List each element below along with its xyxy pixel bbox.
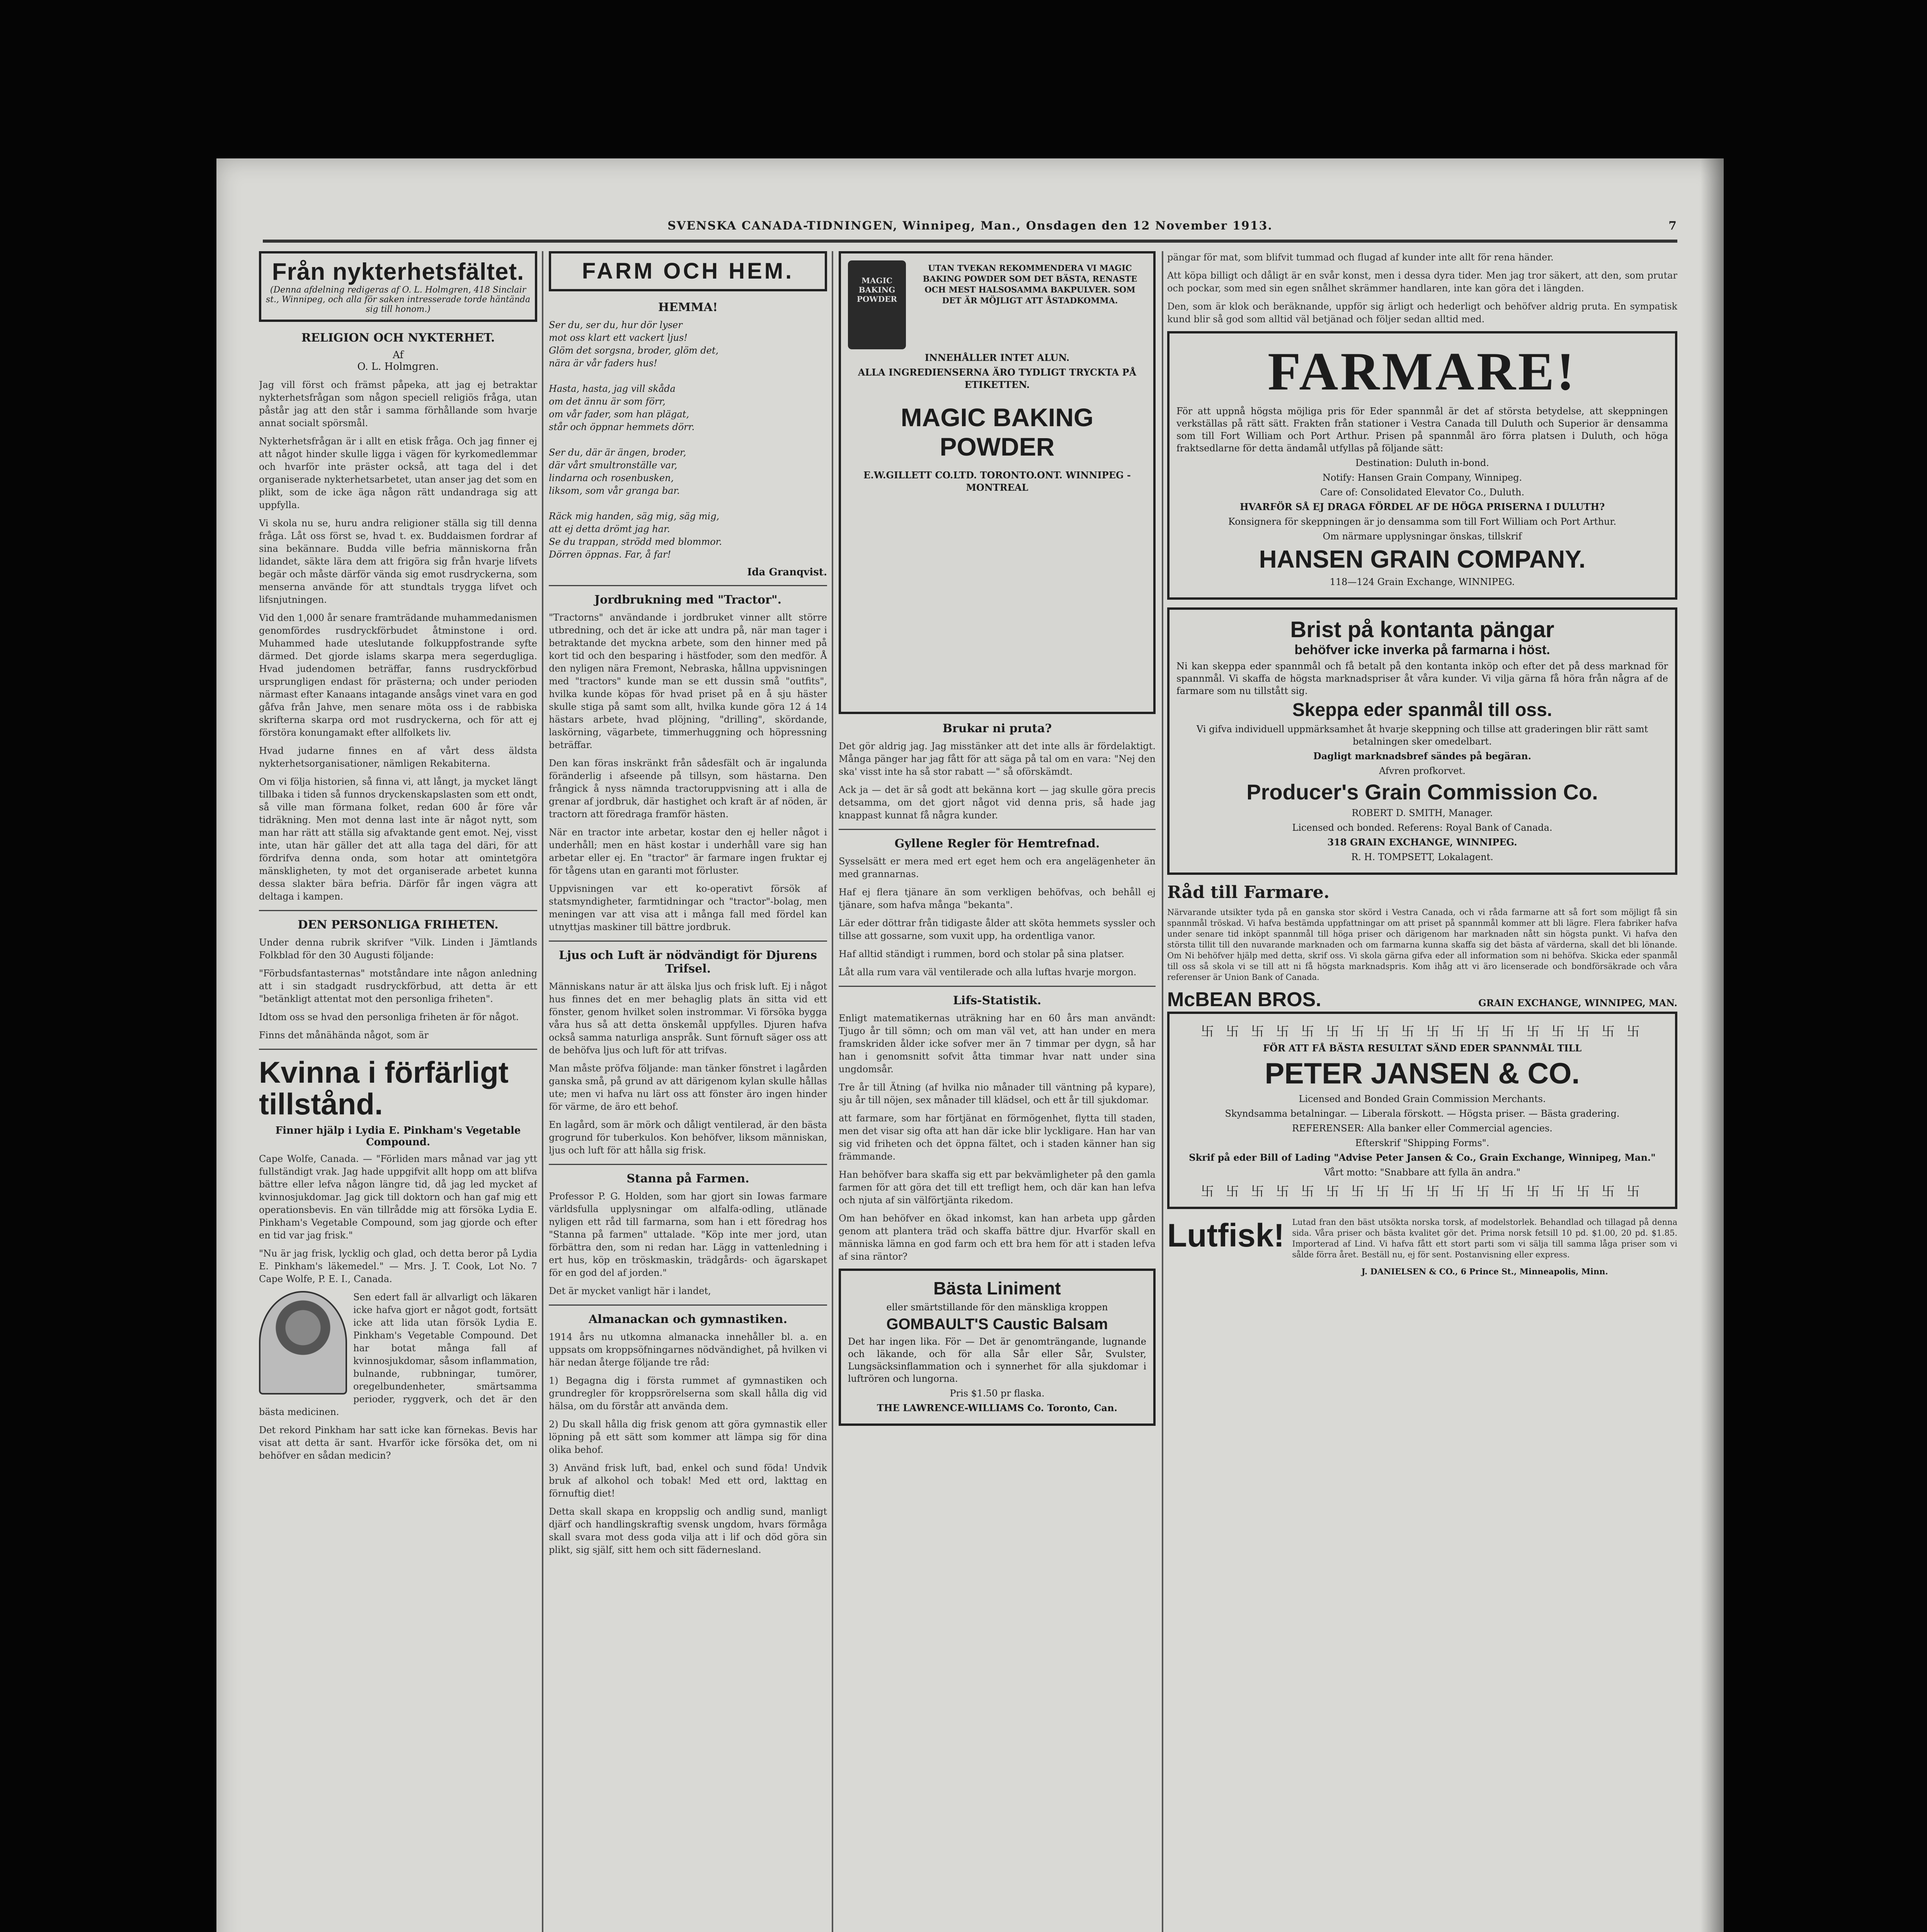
article-title: Ljus och Luft är nödvändigt för Djurens Trifsel. — [559, 948, 817, 976]
article-title: Lifs-Statistik. — [953, 994, 1042, 1007]
ornament-border: 卐 卐 卐 卐 卐 卐 卐 卐 卐 卐 卐 卐 卐 卐 卐 卐 卐 卐 — [1201, 1024, 1644, 1039]
byline-author: O. L. Holmgren. — [357, 361, 439, 373]
poem-line: om det ännu är som förr, — [549, 396, 666, 407]
ad-text: REFERENSER: Alla banker eller Commercial agencies. — [1292, 1123, 1552, 1134]
ad-company: THE LAWRENCE-WILLIAMS Co. Toronto, Can. — [877, 1402, 1117, 1413]
poem-line: att ej detta drömt jag har. — [549, 523, 670, 534]
divider — [549, 1304, 827, 1306]
article-paragraph: Tre år till Ätning (af hvilka nio månader till väntning på kypare), sju år till nöjen, sex månader till klädsel, och ett år till sjukdomar. — [839, 1082, 1156, 1105]
ad-company: J. DANIELSEN & CO., 6 Prince St., Minneapolis, Minn. — [1361, 1267, 1608, 1276]
ad-text: Care of: Consolidated Elevator Co., Duluth. — [1320, 487, 1525, 498]
article-paragraph: Det gör aldrig jag. Jag misstänker att det inte alls är fördelaktigt. Många pänger har jag fått för att säga på tal om en vara: "Nej den ska' visst inte ha så stor rabatt —" så oförskämdt. — [839, 741, 1156, 777]
ad-text: För att uppnå högsta möjliga pris för Eder spannmål är det af största betydelse, att skeppningen verkställas på rätt sätt. Frakten från stationer i Vestra Canada till Duluth och Superior är densamma som till Fort William och Port Arthur. Prisen på spannmål äro förra platsen i Duluth, och höga fraktsedlarne för detta ändamål utfyllas på följande sätt: — [1176, 406, 1668, 454]
ad-text: Om närmare upplysningar önskas, tillskrif — [1323, 531, 1522, 542]
poem-line: lindarna och rosenbusken, — [549, 472, 674, 483]
ad-title: Råd till Farmare. — [1167, 883, 1330, 902]
ad-text: Licensed och bonded. Referens: Royal Bank of Canada. — [1292, 822, 1552, 833]
article-paragraph: Uppvisningen var ett ko-operativt försök af statsmyndigheter, farmtidningar och "tractor"-bolag, men meningen var att visa att i många fall med fördel kan utnyttjas maskiner till bättre jordbruk. — [549, 883, 827, 932]
ad-text: Dagligt marknadsbref sändes på begäran. — [1313, 750, 1531, 762]
ad-text: R. H. TOMPSETT, Lokalagent. — [1351, 852, 1493, 862]
ad-text: Efterskrif "Shipping Forms". — [1355, 1138, 1490, 1148]
article-paragraph: Jag vill först och främst påpeka, att jag ej betraktar nykterhetsfrågan som någon speciell religiös fråga, utan påstår jag att den står i samma förhållande som hvarje annat socialt spörsmål. — [259, 379, 537, 429]
divider — [549, 1164, 827, 1165]
magic-baking-powder-ad — [839, 251, 1156, 714]
article-paragraph: Om han behöfver en ökad inkomst, kan han arbeta upp gården genom att plantera träd och skaffa bättre djur. Hvarför skall en människa lämna en god farm och ett bra hem för att i staden lefva af sina räntor? — [839, 1213, 1156, 1262]
ad-paragraph: "Nu är jag frisk, lycklig och glad, och detta beror på Lydia E. Pinkham's läkemedel." — Mrs. J. T. Cook, Lot No. 7 Cape Wolfe, P. E. I., Canada. — [259, 1248, 537, 1284]
page-shadow — [1701, 158, 1724, 1932]
article-paragraph: Sysselsätt er mera med ert eget hem och era angelägenheter än med grannarnas. — [839, 856, 1156, 879]
divider — [839, 829, 1156, 830]
ad-text: Vi gifva individuell uppmärksamhet åt hvarje skeppning och tillse att graderingen blir rätt samt betalningen sker omedelbart. — [1196, 724, 1648, 747]
article-paragraph: "Tractorns" användande i jordbruket vinner allt större utbredning, och det är icke att undra på, när man tager i betraktande det myckna arbete, som den hinner med på kort tid och den besparing i hästfoder, som den medför. Å den nyligen nära Fremont, Nebraska, hållna uppvisningen med "tractors" kunde man se ett dussin små "outfits", hvilka kunde köpas för hvad priset på en å sju häster skulle stiga på samt som allt, hvilka kunde göra 12 á 14 hästars arbete, hvad plöjning, "drilling", skördande, laskörning, vägarbete, timmerhuggning och höpressning beträffar. — [549, 612, 827, 750]
ad-text: INNEHÅLLER INTET ALUN. — [924, 352, 1070, 363]
ad-text: Destination: Duluth in-bond. — [1355, 457, 1489, 468]
article-paragraph: Den kan föras inskränkt från sådesfält och är ingalunda föränderlig i afseende på tillsyn, som hästarna. Den frångick å nyss nämnda tractoruppvisning att i alla de grenar af jordbruk, där hastighet och kraft är af nöden, är tractorn att föredraga framför hästen. — [549, 757, 827, 820]
ad-subtitle: behöfver icke inverka på farmarna i höst. — [1294, 643, 1550, 657]
article-title: DEN PERSONLIGA FRIHETEN. — [298, 918, 499, 932]
article-paragraph: Enligt matematikernas uträkning har en 60 års man användt: Tjugo år till sömn; och om man väl vet, att han under en mera framskriden ålder icke sofver mer än 7 timmar per dygn, så har han i genomsnitt sofvit åtta timmar hvar natt under sina ungdomsår. — [839, 1013, 1156, 1075]
poem-line: Räck mig handen, säg mig, säg mig, — [549, 510, 720, 522]
poem-line: Dörren öppnas. Far, å far! — [549, 549, 671, 560]
column-rule — [542, 251, 543, 1932]
article-paragraph: att farmare, som har förtjänat en förmögenhet, flytta till staden, men det visar sig ofta att han där icke blir lyckligare. Han har van sig vid friheten och det öppna fältet, och i staden känner han sig främmande. — [839, 1113, 1156, 1162]
newspaper-page — [216, 158, 1724, 1932]
ad-text: Konsignera för skeppningen är jo densamma som till Fort William och Port Arthur. — [1228, 516, 1616, 527]
ad-price: Pris $1.50 pr flaska. — [950, 1388, 1045, 1399]
article-paragraph: Haf ej flera tjänare än som verkligen behöfvas, och behåll ej tjänare, som hafva många "bekanta". — [839, 887, 1156, 910]
producers-grain-ad — [1167, 607, 1677, 875]
poem-title: HEMMA! — [658, 300, 718, 314]
ad-text: Vårt motto: "Snabbare att fylla än andra." — [1324, 1167, 1521, 1178]
editor-note: (Denna afdelning redigeras af O. L. Holmgren, 418 Sinclair st., Winnipeg, och alla för saken intresserade torde häntända sig till honom.) — [266, 285, 531, 315]
woman-portrait-image — [259, 1291, 347, 1395]
article-paragraph: 2) Du skall hålla dig frisk genom att göra gymnastik eller löpning på ett sätt som kommer att lämpa sig för dina olika behof. — [549, 1418, 827, 1455]
ad-paragraph: Cape Wolfe, Canada. — "Förliden mars månad var jag ytt fullständigt vrak. Jag hade uppgifvit allt hopp om att blifva bättre eller lefva någon längre tid, då jag led mycket af kvinnosjukdomar. Jag gick till doktorn och han gaf mig ett operationsbevis. En vän tillrådde mig att försöka Lydia E. Pinkham's Vegetable Compound, som jag gjorde och efter en tid var jag frisk." — [259, 1153, 537, 1241]
article-paragraph: En lagård, som är mörk och dåligt ventilerad, är den bästa grogrund för tuberkulos. Kon behöfver, liksom människan, ljus och luft för att hålla sig frisk. — [549, 1119, 827, 1156]
article-paragraph: Han behöfver bara skaffa sig ett par bekvämligheter på den gamla farmen för att göra det till ett trefligt hem, och där kan han lefva och njuta af sin välförtjänta rikedom. — [839, 1169, 1156, 1206]
ad-subheading: Finner hjälp i Lydia E. Pinkham's Vegetable Compound. — [275, 1124, 521, 1148]
article-paragraph: Vi skola nu se, huru andra religioner ställa sig till denna fråga. Låt oss först se, hvad t. ex. Buddaismen fordrar af sina bekännare. Budda ville befria människorna från lidandet, säkte lära dem att frigöra sig från hvarje lifvets begär och måste därför vända sig emot rusdryckerna, som menserna använde för att stundtals trygga lifvet och lifsnjutningen. — [259, 518, 537, 605]
article-paragraph: Haf alltid ständigt i rummen, bord och stolar på sina platser. — [839, 949, 1125, 959]
poem-line: Ser du, där är ängen, broder, — [549, 447, 686, 458]
article-paragraph: Ack ja — det är så godt att bekänna kort — jag skulle göra precis detsamma, om det gjort något vid denna pris, så hade jag knappast kunnat få några kunder. — [839, 784, 1156, 821]
section-header-box — [549, 251, 827, 291]
article-paragraph: Om vi följa historien, så finna vi, att långt, ja mycket längt tillbaka i tiden så funnos dryckenskapslasten som ett ondt, så ville man förmana folket, redan 600 år före vår tidräkning. Men mot denna last inte är något nytt, som man har rätt att ställa sig afvaktande gent emot. Nej, visst inte, utan här gäller det att alla taga del däri, för att fördrifva denna onda, som hotar att omintetgöra mänskligheten, ty mot det organiserade arbetet kunna dessa slakter bära befria. Därför får ingen vägra att deltaga i kampen. — [259, 776, 537, 902]
ad-text: UTAN TVEKAN REKOMMENDERA VI MAGIC BAKING POWDER SOM DET BÄSTA, RENASTE OCH MEST HALSOSAMMA BAKPULVER. SOM DET ÄR MÖJLIGT ATT ÅSTADKOMMA. — [923, 263, 1137, 305]
article-paragraph: Låt alla rum vara väl ventilerade och alla luftas hvarje morgon. — [839, 967, 1137, 978]
lutfisk-body — [1292, 1217, 1677, 1280]
article-paragraph: Vid den 1,000 år senare framträdande muhammedanismen genomfördes rusdryckförbudet åtminstone i ord. Muhammed hade uteslutande folkuppfostrande syfte därmed. Det gjorde islams skarpa mera segerdugliga. Hvad judendomen beträffar, fanns rusdryckförbud ursprungligen endast för prästerna; och under perioden närmast efter Kanaans intagande ansågs vinet vara en god gåfva från Jahve, men senare möta oss i de rabbiska skrifterna skarpa ord mot rusdryckerna, och för att ej förstöra konungamakt efter allfolkets liv. — [259, 612, 537, 738]
ad-text: ROBERT D. SMITH, Manager. — [1352, 808, 1493, 818]
ad-subtitle: eller smärtstillande för den mänskliga kroppen — [886, 1302, 1108, 1313]
ad-heading: Kvinna i förfärligt tillstånd. — [259, 1055, 509, 1121]
poem-author: Ida Granqvist. — [747, 566, 827, 578]
ad-text: Afvren profkorvet. — [1379, 765, 1466, 776]
article-paragraph: 1) Begagna dig i första rummet af gymnastiken och grundregler för kroppsrörelserna som skall hålla dig vid hälsa, om du förstår att använda dem. — [549, 1375, 827, 1412]
article-paragraph: "Förbudsfantasternas" motståndare inte någon anledning att i sin stadgadt rusdryckförbud, att detta är ett "betänkligt attentat mot den personliga friheten". — [259, 968, 537, 1005]
ad-title: Bästa Liniment — [933, 1278, 1061, 1298]
poem-line: om vår fader, som han plägat, — [549, 408, 689, 420]
ad-title: FARMARE! — [1268, 342, 1577, 401]
divider — [259, 910, 537, 911]
ad-text: ALLA INGREDIENSERNA ÄRO TYDLIGT TRYCKTA PÅ ETIKETTEN. — [858, 367, 1137, 390]
ad-company: McBEAN BROS. — [1167, 988, 1321, 1011]
mcbean-footer — [1167, 988, 1677, 1012]
poem-line: Glöm det sorgsna, broder, glöm det, — [549, 345, 719, 356]
article-paragraph: Den, som är klok och beräknande, uppför sig ärligt och hederligt och behöfver aldrig pruta. En sympatisk kund blir så god som alltid väl betjänad och följer sedan alltid med. — [1167, 301, 1677, 325]
poem-line: Ser du, ser du, hur dör lyser — [549, 319, 683, 330]
section-title: FARM OCH HEM. — [582, 259, 794, 284]
article-paragraph: Lär eder döttrar från tidigaste ålder att sköta hemmets syssler och tillse att gossarne, som vuxit upp, ha ordentliga vanor. — [839, 918, 1156, 941]
poem-line: liksom, som vår granga bar. — [549, 485, 680, 496]
ad-paragraph: Lutad fran den bäst utsökta norska torsk, af modelstorlek. Behandlad och tillagad på denna sida. Våra priser och bästa kvalitet gör det. Prima norsk fetsill 10 pd. $1.00, 20 pd. $1.85. Importerad af Lind. Vi hafva fått ett stort parti som vi sälja till samma låga priser som vi sålde förra året. Beställ nu, ej för sent. Postanvisning eller express. — [1292, 1218, 1677, 1259]
poem-line: nära är vår faders hus! — [549, 357, 657, 369]
ad-paragraph: Det rekord Pinkham har satt icke kan förnekas. Bevis har visat att detta är sant. Hvarför icke försöka det, om ni behöfver en sådan medicin? — [259, 1424, 537, 1461]
ad-company: E.W.GILLETT CO.LTD. TORONTO.ONT. WINNIPEG - MONTREAL — [863, 469, 1131, 493]
ad-address: GRAIN EXCHANGE, WINNIPEG, MAN. — [1478, 997, 1677, 1009]
farmare-ad — [1167, 331, 1677, 600]
poem-line: står och öppnar hemmets dörr. — [549, 421, 695, 432]
poem-line: där vårt smultronställe var, — [549, 459, 678, 471]
byline-prefix: Af — [393, 349, 403, 361]
masthead — [263, 216, 1677, 243]
column-3 — [839, 251, 1156, 1932]
column-4 — [1167, 251, 1677, 1932]
article-title: Almanackan och gymnastiken. — [588, 1312, 788, 1326]
article-paragraph: Under denna rubrik skrifver "Vilk. Linden i Jämtlands Folkblad för den 30 Augusti följande: — [259, 937, 537, 961]
poem-line: Se du trappan, strödd med blommor. — [549, 536, 722, 547]
article-paragraph: Idtom oss se hvad den personliga friheten är för något. — [259, 1012, 519, 1023]
ad-address: 118—124 Grain Exchange, WINNIPEG. — [1329, 577, 1515, 587]
page-number: 7 — [1668, 219, 1677, 233]
ad-text: Skyndsamma betalningar. — Liberala förskott. — Högsta priser. — Bästa gradering. — [1225, 1108, 1620, 1119]
article-paragraph: 1914 års nu utkomna almanacka innehåller bl. a. en uppsats om kroppsöfningarnes nödvändighet, på hvilken vi här nedan återge följande tre råd: — [549, 1331, 827, 1368]
article-title: Brukar ni pruta? — [942, 722, 1052, 735]
poem — [549, 319, 827, 561]
ad-text: Skrif på eder Bill of Lading "Advise Peter Jansen & Co., Grain Exchange, Winnipeg, Man." — [1189, 1152, 1656, 1163]
ad-text: Ni kan skeppa eder spannmål och få betalt på den kontanta inköp och efter det på dess marknad för spannmål. Vi skaffa de högsta marknadspriser åt våra kunder. Vi vilja gärna få höra från några af de farmare som nu tillstått sig. — [1176, 661, 1668, 696]
article-paragraph: Att köpa billigt och dåligt är en svår konst, men i dessa dyra tider. Men jag tror säkert, att den, som prutar och pockar, som med sin egen snålhet skrämmer handlaren, inte kan göra det i längden. — [1167, 270, 1677, 294]
column-rule — [832, 251, 833, 1932]
section-header-box — [259, 251, 537, 322]
ad-text: Notify: Hansen Grain Company, Winnipeg. — [1322, 472, 1522, 483]
divider — [259, 1049, 537, 1050]
ad-title: Skeppa eder spanmål till oss. — [1292, 700, 1552, 720]
divider — [549, 940, 827, 942]
ad-text: Det har ingen lika. För — Det är genomträngande, lugnande och läkande, och för alla Sår eller Sår, Svulster, Lungsäcksinflammation och i synnerhet för alla sjukdomar i luftrören och lungorna. — [848, 1336, 1146, 1384]
article-paragraph: När en tractor inte arbetar, kostar den ej heller något i underhåll; men en häst kostar i underhåll vare sig han arbetar eller ej. En "tractor" är farmare ingen fruktar ej för tågens utan en garanti mot förluster. — [549, 827, 827, 876]
ad-paragraph: Sen edert fall är allvarligt och läkaren icke hafva gjort er något godt, fortsätt icke att lida utan försök Lydia E. Pinkham's Vegetable Compound. Det har botat många fall af kvinnosjukdomar, såsom inflammation, bulnande, rubbningar, tumörer, oregelbundenheter, smärtsamma perioder, ryggverk, och det är den bästa medicinen. — [259, 1291, 537, 1417]
ad-company: PETER JANSEN & CO. — [1265, 1057, 1580, 1090]
article-title: Gyllene Regler för Hemtrefnad. — [894, 837, 1100, 850]
ad-company: HANSEN GRAIN COMPANY. — [1259, 545, 1586, 573]
ad-text: FÖR ATT FÅ BÄSTA RESULTAT SÄND EDER SPANNMÅL TILL — [1263, 1043, 1582, 1054]
ad-paragraph: Närvarande utsikter tyda på en ganska stor skörd i Vestra Canada, och vi råda farmarne att så fort som möjligt få sin spannmål tröskad. Vi hafva bestämda uppfattningar om att priset på spannmål kommer att bli lägre. Flera fabriker hafva under senare tid inköpt spannmål till höga priser och därigenom har marknaden nått sin högsta punkt. Vi hafva den största tillit till den nuvarande marknaden och om farmarna kunna skaffa sig det bästa af värderna, skall det bli lönande. Om Ni behöfver hjälp med detta, skrif oss. Vi skola gärna gifva eder all information som ni behöfva. Skicka eder spanmål till oss så skola vi se till att ni få högsta marknadspris. Kom ihåg att vi äro licenserade och bondförsäkrade och våra referenser är Union Bank of Canada. — [1167, 908, 1677, 982]
article-paragraph: Hvad judarne finnes en af vårt dess äldsta nykterhetsorganisationer, nämligen Rekabiterna. — [259, 745, 537, 769]
article-paragraph: Finns det månähända något, som är — [259, 1030, 429, 1041]
article-paragraph: Professor P. G. Holden, som har gjort sin Iowas farmare världsfulla upplysningar om alfalfa-odling, utlänade nyligen ett råd till farmarna, som han i ett föredrag hos "Stanna på farmen" uttalade. "Köp inte mer jord, utan förbättra den, som ni redan har. Lägg in vattenledning i ert hus, köp en tröskmaskin, trädgårds- och ägarskapet för en god del af jorden." — [549, 1190, 827, 1278]
section-title: Från nykterhetsfältet. — [272, 259, 524, 285]
ad-product: GOMBAULT'S Caustic Balsam — [886, 1316, 1108, 1333]
lutfisk-ad — [1167, 1217, 1677, 1280]
ad-text: Licensed and Bonded Grain Commission Merchants. — [1299, 1094, 1546, 1104]
ad-title: MAGIC BAKING POWDER — [901, 403, 1094, 461]
article-paragraph: Detta skall skapa en kroppslig och andlig sund, manligt djärf och handlingskraftig svensk ungdom, hvars förmåga skall svara mot dess goda vilja att i lif och död göra sin plikt, sig själf, sitt hem och sitt fädernesland. — [549, 1506, 827, 1555]
poem-line: Hasta, hasta, jag vill skåda — [549, 383, 676, 394]
divider — [549, 585, 827, 586]
column-2 — [549, 251, 827, 1932]
article-paragraph: pängar för mat, som blifvit tummad och flugad af kunder inte allt för rena händer. — [1167, 252, 1554, 263]
baking-powder-tin-image: MAGIC BAKING POWDER — [848, 260, 906, 349]
ornament-border: 卐 卐 卐 卐 卐 卐 卐 卐 卐 卐 卐 卐 卐 卐 卐 卐 卐 卐 — [1201, 1184, 1644, 1199]
ad-company: Producer's Grain Commission Co. — [1246, 780, 1598, 804]
liniment-ad — [839, 1269, 1156, 1426]
poem-line: mot oss klart ett vackert ljus! — [549, 332, 688, 343]
article-paragraph: 3) Använd frisk luft, bad, enkel och sund föda! Undvik bruk af alkohol och tobak! Med ett ord, lakttag en förnuftig diet! — [549, 1462, 827, 1499]
ad-address: 318 GRAIN EXCHANGE, WINNIPEG. — [1327, 837, 1517, 848]
article-title: RELIGION OCH NYKTERHET. — [301, 331, 495, 345]
peter-jansen-ad — [1167, 1012, 1677, 1209]
article-paragraph: Människans natur är att älska ljus och frisk luft. Ej i något hus finnes det en mer behaglig plats än sitta vid ett fönster, genom hvilket solen instrommar. Vi försöka bygga våra hus så att detta önskemål uppfylles. Djuren hafva också samma naturliga anspråk. Sunt förnuft säger oss att de behöfva ljus och luft för att trifvas. — [549, 981, 827, 1056]
article-paragraph: Nykterhetsfrågan är i allt en etisk fråga. Och jag finner ej att något hinder skulle ligga i vägen för kyrkomedlemmar och hvarför inte präster också, att taga del i det organiserade nykterhetsarbetet, utan anser jag det som en plikt, som de icke äga någon rätt undandraga sig att uppfylla. — [259, 436, 537, 511]
ad-text: HVARFÖR SÅ EJ DRAGA FÖRDEL AF DE HÖGA PRISERNA I DULUTH? — [1239, 501, 1605, 512]
ad-title: Lutfisk! — [1167, 1217, 1285, 1253]
article-paragraph: Man måste pröfva följande: man tänker fönstret i lagården ganska små, på grund av att därigenom kylan skulle hållas ute; men vi hafva nu lärt oss att fönster äro ingen hinder för värme, de äro ett behof. — [549, 1063, 827, 1112]
article-title: Stanna på Farmen. — [626, 1172, 749, 1185]
article-title: Jordbrukning med "Tractor". — [594, 593, 782, 607]
column-rule — [1162, 251, 1163, 1932]
divider — [839, 986, 1156, 987]
column-1 — [259, 251, 537, 1932]
article-paragraph: Det är mycket vanligt här i landet, — [549, 1285, 711, 1296]
masthead-title: SVENSKA CANADA-TIDNINGEN, Winnipeg, Man., Onsdagen den 12 November 1913. — [667, 219, 1273, 233]
article-byline — [259, 349, 537, 372]
ad-title: Brist på kontanta pängar — [1290, 617, 1554, 642]
